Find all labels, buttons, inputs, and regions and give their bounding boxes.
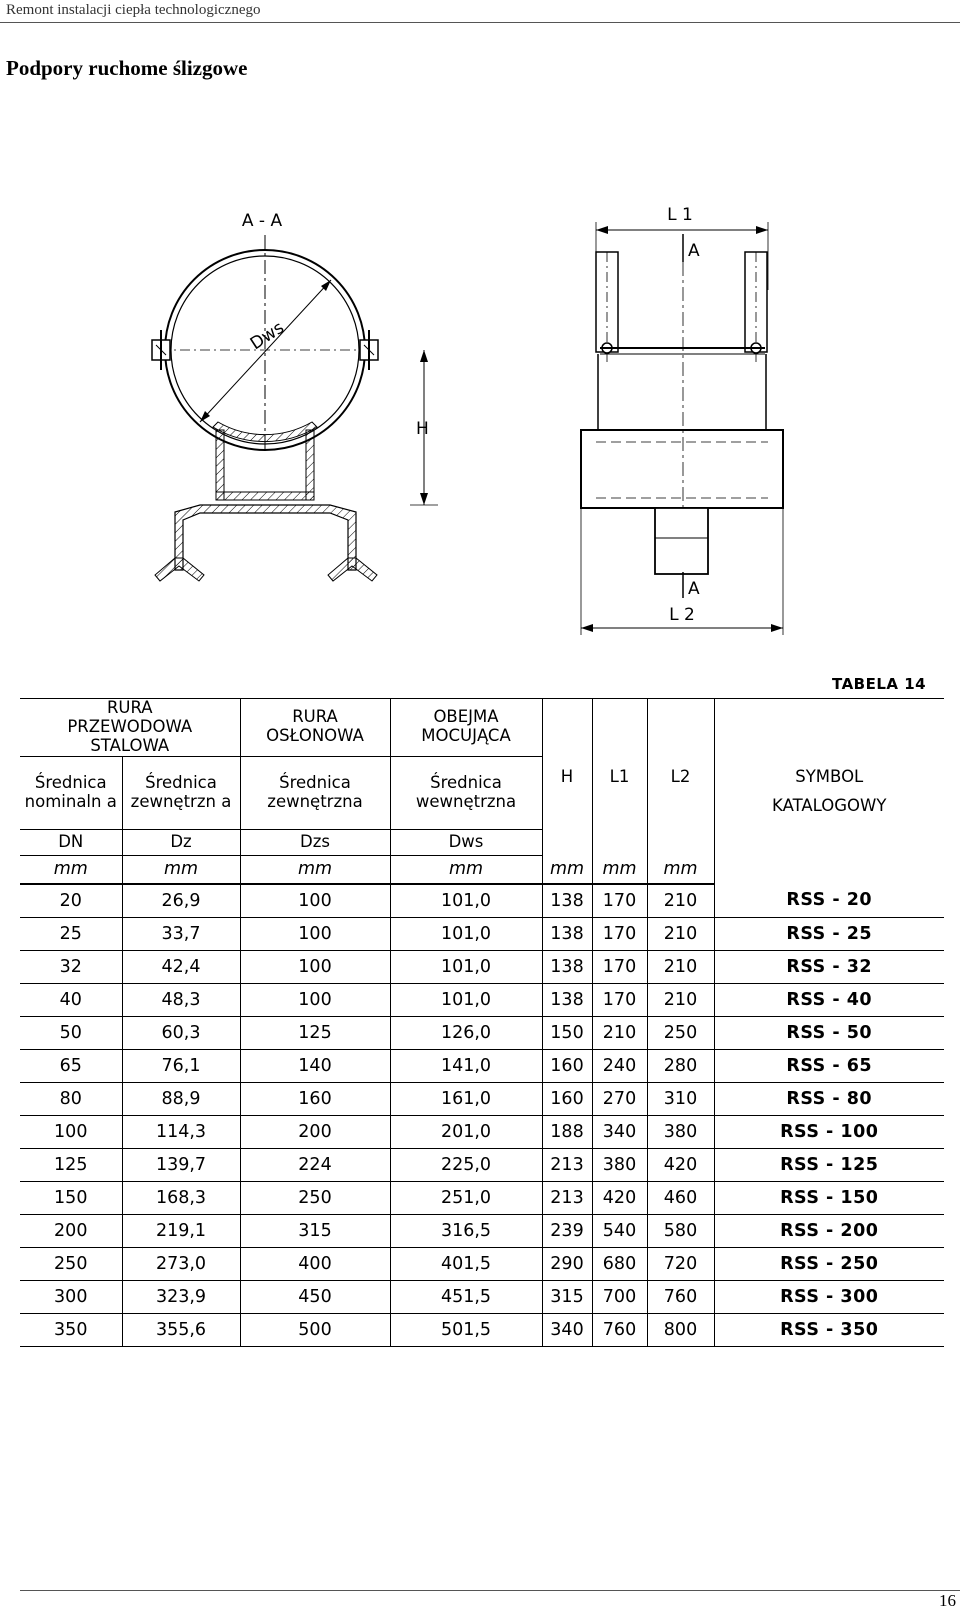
cell-h: 213 (542, 1148, 592, 1181)
cell-dn: 50 (20, 1016, 122, 1049)
header-clamp-diameter: Średnica wewnętrzna (390, 756, 542, 829)
table-row (20, 917, 944, 950)
cell-dz: 76,1 (122, 1049, 240, 1082)
table-label: TABELA 14 (832, 675, 927, 693)
unit-cell: mm (592, 855, 647, 884)
cell-dn: 125 (20, 1148, 122, 1181)
cell-dws: 401,5 (390, 1247, 542, 1280)
unit-cell: mm (122, 855, 240, 884)
cell-dn: 350 (20, 1313, 122, 1346)
cell-symbol: RSS - 40 (714, 983, 944, 1016)
cell-dws: 201,0 (390, 1115, 542, 1148)
page-number: 16 (939, 1591, 956, 1610)
unit-cell: mm (240, 855, 390, 884)
cell-h: 150 (542, 1016, 592, 1049)
right-bolt (360, 330, 378, 370)
cell-dz: 26,9 (122, 884, 240, 918)
cell-dzs: 125 (240, 1016, 390, 1049)
cell-l2: 280 (647, 1049, 714, 1082)
length1-label: L 1 (667, 205, 693, 225)
cell-symbol: RSS - 65 (714, 1049, 944, 1082)
cell-dzs: 100 (240, 983, 390, 1016)
cell-symbol: RSS - 300 (714, 1280, 944, 1313)
cell-dz: 219,1 (122, 1214, 240, 1247)
unit-cell: mm (647, 855, 714, 884)
cell-l2: 800 (647, 1313, 714, 1346)
cell-h: 138 (542, 950, 592, 983)
cell-l2: 720 (647, 1247, 714, 1280)
section-mark-bottom: A (688, 579, 700, 599)
cell-dn: 20 (20, 884, 122, 918)
cell-symbol: RSS - 20 (714, 884, 944, 918)
cell-dn: 250 (20, 1247, 122, 1280)
cell-h: 160 (542, 1049, 592, 1082)
cell-dws: 451,5 (390, 1280, 542, 1313)
cell-symbol: RSS - 150 (714, 1181, 944, 1214)
group-header-casing: RURA OSŁONOWA (240, 699, 390, 757)
cell-dz: 114,3 (122, 1115, 240, 1148)
cell-dzs: 400 (240, 1247, 390, 1280)
cell-h: 138 (542, 884, 592, 918)
support-spec-table (20, 698, 944, 1347)
cell-l2: 460 (647, 1181, 714, 1214)
cell-dws: 101,0 (390, 917, 542, 950)
cell-dn: 150 (20, 1181, 122, 1214)
cell-dws: 501,5 (390, 1313, 542, 1346)
cell-dws: 126,0 (390, 1016, 542, 1049)
table-row (20, 1247, 944, 1280)
unit-cell: mm (390, 855, 542, 884)
cell-l1: 680 (592, 1247, 647, 1280)
cell-dn: 300 (20, 1280, 122, 1313)
cell-symbol: RSS - 100 (714, 1115, 944, 1148)
table-row (20, 1313, 944, 1346)
cell-h: 340 (542, 1313, 592, 1346)
cell-dz: 323,9 (122, 1280, 240, 1313)
cell-l2: 380 (647, 1115, 714, 1148)
cell-dn: 200 (20, 1214, 122, 1247)
length2-label: L 2 (669, 605, 695, 625)
cell-dzs: 160 (240, 1082, 390, 1115)
unit-cell: mm (542, 855, 592, 884)
cell-l1: 760 (592, 1313, 647, 1346)
cell-dz: 139,7 (122, 1148, 240, 1181)
cell-dws: 141,0 (390, 1049, 542, 1082)
cell-l1: 170 (592, 917, 647, 950)
cell-dzs: 250 (240, 1181, 390, 1214)
cell-dz: 273,0 (122, 1247, 240, 1280)
cell-h: 290 (542, 1247, 592, 1280)
cell-l2: 210 (647, 950, 714, 983)
cell-dn: 65 (20, 1049, 122, 1082)
cell-dws: 101,0 (390, 950, 542, 983)
table-row (20, 1016, 944, 1049)
cell-dws: 161,0 (390, 1082, 542, 1115)
cell-symbol: RSS - 125 (714, 1148, 944, 1181)
table-row (20, 1049, 944, 1082)
cell-dn: 32 (20, 950, 122, 983)
cell-dn: 100 (20, 1115, 122, 1148)
header-outer-diameter: Średnica zewnętrzn a (122, 756, 240, 829)
cell-l1: 210 (592, 1016, 647, 1049)
cell-dws: 316,5 (390, 1214, 542, 1247)
symbol-dws: Dws (390, 829, 542, 855)
base-foot (655, 508, 708, 574)
cell-dz: 48,3 (122, 983, 240, 1016)
cell-dzs: 100 (240, 884, 390, 918)
symbol-dz: Dz (122, 829, 240, 855)
cell-dn: 80 (20, 1082, 122, 1115)
cell-h: 160 (542, 1082, 592, 1115)
cell-h: 138 (542, 917, 592, 950)
cell-dws: 251,0 (390, 1181, 542, 1214)
cell-dzs: 200 (240, 1115, 390, 1148)
table-row (20, 884, 944, 918)
table-row (20, 1115, 944, 1148)
diameter-label: Dws (246, 317, 288, 355)
header-l2: L2 (647, 699, 714, 856)
group-header-pipe: RURA PRZEWODOWA STALOWA (20, 699, 240, 757)
cell-l2: 210 (647, 917, 714, 950)
cell-symbol: RSS - 25 (714, 917, 944, 950)
header-symbol: SYMBOL KATALOGOWY (714, 699, 944, 884)
cell-l1: 340 (592, 1115, 647, 1148)
symbol-dzs: Dzs (240, 829, 390, 855)
cell-dws: 101,0 (390, 884, 542, 918)
cell-l1: 170 (592, 950, 647, 983)
cell-symbol: RSS - 32 (714, 950, 944, 983)
cell-h: 138 (542, 983, 592, 1016)
cell-dzs: 100 (240, 917, 390, 950)
cell-dzs: 100 (240, 950, 390, 983)
table-row (20, 1214, 944, 1247)
cell-dn: 40 (20, 983, 122, 1016)
cell-l1: 170 (592, 983, 647, 1016)
header-casing-diameter: Średnica zewnętrzna (240, 756, 390, 829)
cell-symbol: RSS - 350 (714, 1313, 944, 1346)
cell-dz: 88,9 (122, 1082, 240, 1115)
cell-l1: 540 (592, 1214, 647, 1247)
cell-dzs: 450 (240, 1280, 390, 1313)
cell-l1: 420 (592, 1181, 647, 1214)
cell-dn: 25 (20, 917, 122, 950)
header-h: H (542, 699, 592, 856)
cell-l2: 210 (647, 983, 714, 1016)
unit-cell: mm (20, 855, 122, 884)
cell-dws: 101,0 (390, 983, 542, 1016)
cell-symbol: RSS - 50 (714, 1016, 944, 1049)
cell-h: 315 (542, 1280, 592, 1313)
cell-h: 188 (542, 1115, 592, 1148)
cell-dws: 225,0 (390, 1148, 542, 1181)
cell-dz: 42,4 (122, 950, 240, 983)
cell-h: 239 (542, 1214, 592, 1247)
cell-h: 213 (542, 1181, 592, 1214)
cell-l1: 170 (592, 884, 647, 918)
cell-dz: 33,7 (122, 917, 240, 950)
footer-divider (20, 1590, 960, 1591)
support-drawing (0, 190, 960, 650)
group-header-clamp: OBEJMA MOCUJĄCA (390, 699, 542, 757)
cell-l1: 270 (592, 1082, 647, 1115)
cell-l2: 250 (647, 1016, 714, 1049)
section-mark-top: A (688, 241, 700, 261)
table-row (20, 950, 944, 983)
cell-symbol: RSS - 80 (714, 1082, 944, 1115)
cell-l2: 420 (647, 1148, 714, 1181)
table-row (20, 1181, 944, 1214)
symbol-dn: DN (20, 829, 122, 855)
cell-dzs: 315 (240, 1214, 390, 1247)
cell-dzs: 500 (240, 1313, 390, 1346)
cell-dz: 355,6 (122, 1313, 240, 1346)
cell-symbol: RSS - 250 (714, 1247, 944, 1280)
cell-dzs: 140 (240, 1049, 390, 1082)
cell-dz: 168,3 (122, 1181, 240, 1214)
cell-l1: 240 (592, 1049, 647, 1082)
running-header: Remont instalacji ciepła technologicznego (6, 2, 261, 18)
cell-l2: 760 (647, 1280, 714, 1313)
cell-l1: 380 (592, 1148, 647, 1181)
cell-symbol: RSS - 200 (714, 1214, 944, 1247)
cell-dzs: 224 (240, 1148, 390, 1181)
height-label: H (416, 419, 429, 439)
section-label: A - A (241, 211, 283, 231)
cell-l2: 210 (647, 884, 714, 918)
table-row (20, 1082, 944, 1115)
cell-l2: 310 (647, 1082, 714, 1115)
section-title: Podpory ruchome ślizgowe (6, 56, 248, 80)
table-row (20, 983, 944, 1016)
left-bolt (152, 330, 170, 370)
header-l1: L1 (592, 699, 647, 856)
header-divider (0, 22, 960, 23)
header-nominal-diameter: Średnica nominaln a (20, 756, 122, 829)
cell-l2: 580 (647, 1214, 714, 1247)
cell-dz: 60,3 (122, 1016, 240, 1049)
cell-l1: 700 (592, 1280, 647, 1313)
table-row (20, 1280, 944, 1313)
table-row (20, 1148, 944, 1181)
